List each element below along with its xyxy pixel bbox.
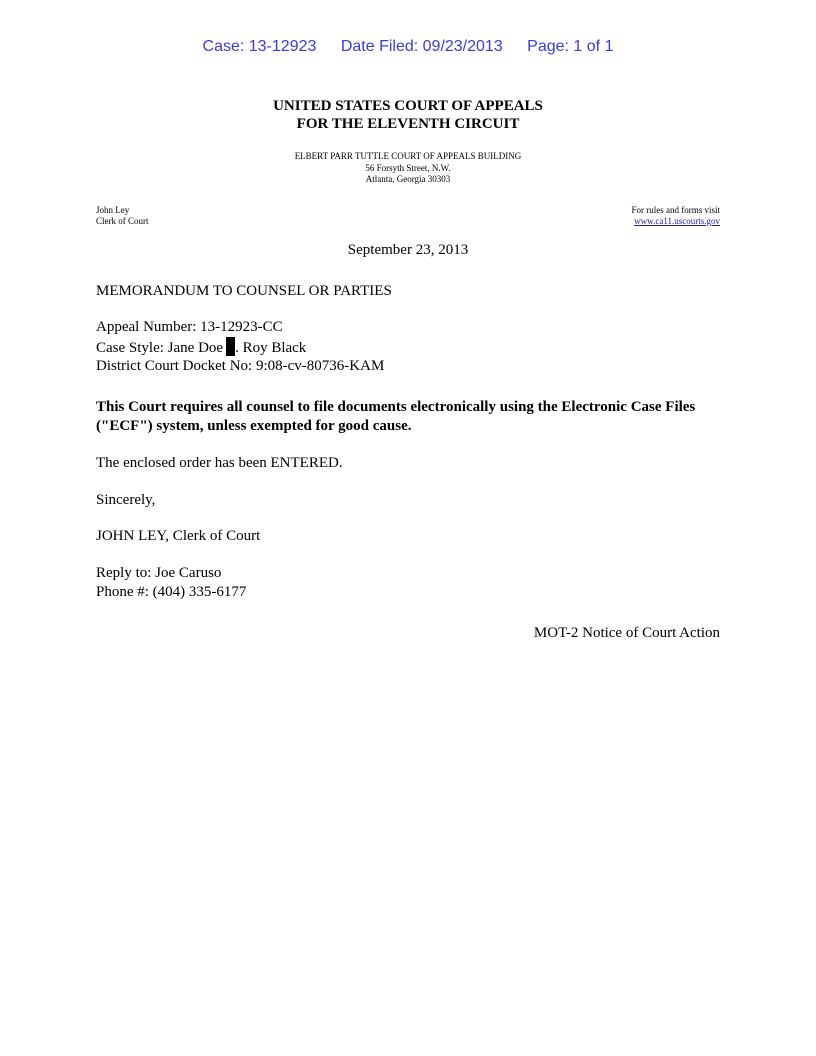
clerk-title: Clerk of Court [96,216,149,226]
rules-link[interactable]: www.ca11.uscourts.gov [634,216,720,226]
appeal-number: Appeal Number: 13-12923-CC [96,319,283,335]
reply-to: Reply to: Joe Caruso [96,565,222,581]
memo-heading: MEMORANDUM TO COUNSEL OR PARTIES [96,283,392,299]
filing-stamp-header [0,38,816,56]
clerk-name: John Ley [96,205,130,215]
case-details [96,318,724,376]
redaction-bar [226,337,235,356]
court-name-line1: UNITED STATES COURT OF APPEALS [273,98,543,114]
letter-date: September 23, 2013 [347,242,469,258]
signature: JOHN LEY, Clerk of Court [96,528,261,544]
form-notice: MOT-2 Notice of Court Action [533,625,720,641]
case-style-suffix: . Roy Black [235,339,307,356]
case-style-prefix: Case Style: Jane Doe [96,339,224,356]
clerk-info [96,205,149,227]
ecf-notice: This Court requires all counsel to file documents electronically using the Electronic Case Files ("ECF") system, unless exempted for good cause. [96,399,696,434]
rules-info [632,205,721,227]
district-docket: District Court Docket No: 9:08-cv-80736-KAM [96,358,385,374]
court-name-line2: FOR THE ELEVENTH CIRCUIT [296,116,520,132]
closing: Sincerely, [96,492,156,508]
building-name: ELBERT PARR TUTTLE COURT OF APPEALS BUILDING [294,151,522,161]
page-count-stamp: Page: 1 of 1 [527,38,614,55]
case-number-stamp: Case: 13-12923 [202,38,317,55]
street-address: 56 Forsyth Street, N.W. [365,162,451,173]
court-name-heading [0,97,816,133]
order-entered: The enclosed order has been ENTERED. [96,455,343,471]
city-address: Atlanta, Georgia 30303 [365,174,451,184]
rules-text: For rules and forms visit [631,205,720,215]
case-style [96,337,724,358]
court-address [0,151,816,186]
date-filed-stamp: Date Filed: 09/23/2013 [340,38,503,55]
contact-info [96,564,724,601]
phone-number: Phone #: (404) 335-6177 [96,583,247,600]
